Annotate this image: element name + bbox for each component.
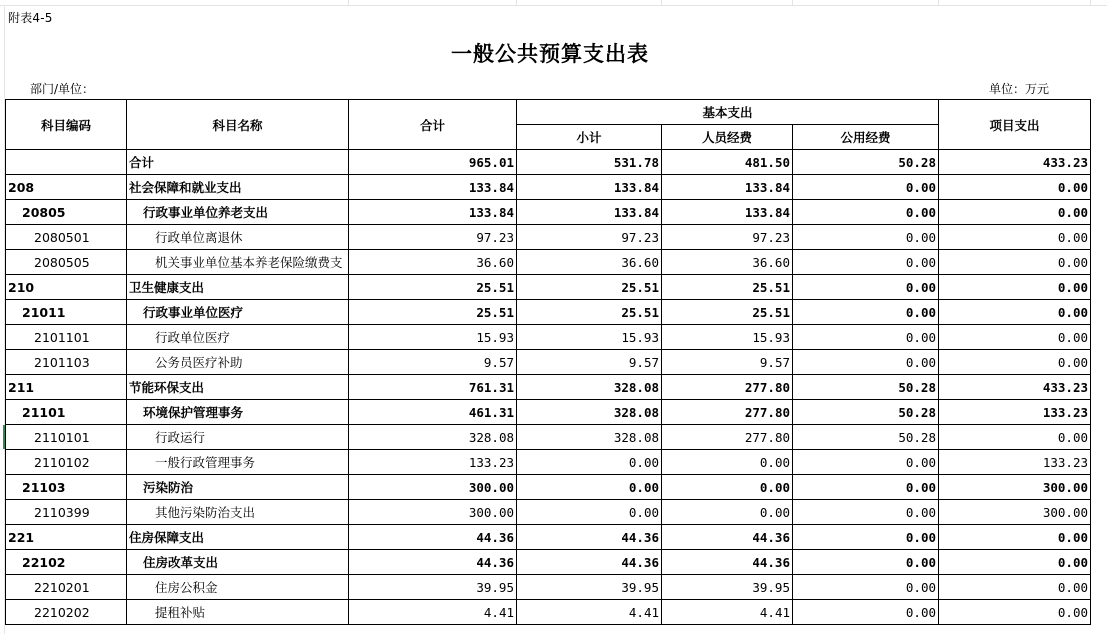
table-row (6, 500, 1091, 525)
cell-subtotal[interactable]: 133.84 (517, 175, 662, 200)
budget-table (5, 99, 1091, 625)
cell-total[interactable]: 461.31 (349, 400, 517, 425)
department-label: 部门/单位： (30, 82, 95, 96)
cell-project[interactable]: 0.00 (939, 325, 1091, 350)
gridline (1090, 0, 1091, 5)
cell-name[interactable]: 环境保护管理事务 (127, 400, 349, 425)
cell-total[interactable]: 36.60 (349, 250, 517, 275)
cell-project[interactable]: 0.00 (939, 425, 1091, 450)
cell-total[interactable]: 328.08 (349, 425, 517, 450)
header-public[interactable]: 公用经费 (793, 125, 939, 150)
cell-public[interactable]: 0.00 (793, 575, 939, 600)
cell-public[interactable]: 0.00 (793, 200, 939, 225)
cell-name[interactable]: 机关事业单位基本养老保险缴费支 (127, 250, 349, 275)
cell-project[interactable]: 0.00 (939, 350, 1091, 375)
cell-personnel[interactable]: 0.00 (662, 450, 793, 475)
header-basic[interactable]: 基本支出 (517, 100, 939, 125)
cell-total[interactable]: 300.00 (349, 500, 517, 525)
table-row (6, 350, 1091, 375)
cell-public[interactable]: 50.28 (793, 375, 939, 400)
cell-personnel[interactable]: 277.80 (662, 425, 793, 450)
cell-personnel[interactable]: 36.60 (662, 250, 793, 275)
table-row (6, 400, 1091, 425)
cell-total[interactable]: 44.36 (349, 550, 517, 575)
cell-code[interactable]: 2110101 (6, 425, 127, 450)
cell-public[interactable]: 0.00 (793, 350, 939, 375)
cell-total[interactable]: 97.23 (349, 225, 517, 250)
cell-project[interactable]: 0.00 (939, 200, 1091, 225)
table-row (6, 475, 1091, 500)
active-cell-indicator (3, 425, 5, 449)
cell-name[interactable]: 住房保障支出 (127, 525, 349, 550)
cell-code[interactable]: 2210202 (6, 600, 127, 625)
table-row (6, 175, 1091, 200)
cell-total[interactable]: 965.01 (349, 150, 517, 175)
cell-project[interactable]: 433.23 (939, 150, 1091, 175)
cell-public[interactable]: 50.28 (793, 425, 939, 450)
cell-subtotal[interactable]: 0.00 (517, 475, 662, 500)
cell-name[interactable]: 节能环保支出 (127, 375, 349, 400)
cell-name[interactable]: 住房改革支出 (127, 550, 349, 575)
cell-code[interactable]: 2110102 (6, 450, 127, 475)
cell-subtotal[interactable]: 4.41 (517, 600, 662, 625)
cell-project[interactable]: 300.00 (939, 475, 1091, 500)
cell-code[interactable]: 2101103 (6, 350, 127, 375)
cell-subtotal[interactable]: 328.08 (517, 425, 662, 450)
table-row (6, 200, 1091, 225)
cell-personnel[interactable]: 15.93 (662, 325, 793, 350)
cell-subtotal[interactable]: 9.57 (517, 350, 662, 375)
cell-personnel[interactable]: 25.51 (662, 300, 793, 325)
cell-code[interactable]: 2101101 (6, 325, 127, 350)
cell-public[interactable]: 0.00 (793, 175, 939, 200)
cell-personnel[interactable]: 9.57 (662, 350, 793, 375)
page-title: 一般公共预算支出表 (451, 41, 649, 66)
header-personnel[interactable]: 人员经费 (662, 125, 793, 150)
cell-project[interactable]: 133.23 (939, 400, 1091, 425)
cell-code[interactable]: 2110399 (6, 500, 127, 525)
cell-code[interactable]: 20805 (6, 200, 127, 225)
cell-name[interactable]: 行政单位离退休 (127, 225, 349, 250)
cell-name[interactable]: 行政事业单位医疗 (127, 300, 349, 325)
gridline (938, 0, 939, 5)
cell-subtotal[interactable]: 25.51 (517, 300, 662, 325)
cell-name[interactable]: 合计 (127, 150, 349, 175)
cell-code[interactable]: 210 (6, 275, 127, 300)
cell-total[interactable]: 761.31 (349, 375, 517, 400)
table-row (6, 450, 1091, 475)
cell-public[interactable]: 0.00 (793, 550, 939, 575)
cell-code[interactable]: 21103 (6, 475, 127, 500)
cell-public[interactable]: 0.00 (793, 525, 939, 550)
cell-code[interactable]: 2080501 (6, 225, 127, 250)
table-body (6, 150, 1091, 625)
cell-public[interactable]: 50.28 (793, 400, 939, 425)
cell-total[interactable]: 25.51 (349, 300, 517, 325)
cell-code[interactable] (6, 150, 127, 175)
cell-name[interactable]: 卫生健康支出 (127, 275, 349, 300)
cell-personnel[interactable]: 44.36 (662, 550, 793, 575)
cell-total[interactable]: 25.51 (349, 275, 517, 300)
cell-subtotal[interactable]: 25.51 (517, 275, 662, 300)
cell-project[interactable]: 433.23 (939, 375, 1091, 400)
unit-label: 单位：万元 (988, 82, 1049, 96)
cell-personnel[interactable]: 4.41 (662, 600, 793, 625)
cell-personnel[interactable]: 277.80 (662, 400, 793, 425)
cell-total[interactable]: 44.36 (349, 525, 517, 550)
cell-project[interactable]: 300.00 (939, 500, 1091, 525)
cell-public[interactable]: 0.00 (793, 475, 939, 500)
cell-subtotal[interactable]: 36.60 (517, 250, 662, 275)
cell-subtotal[interactable]: 133.84 (517, 200, 662, 225)
cell-name[interactable]: 社会保障和就业支出 (127, 175, 349, 200)
cell-code[interactable]: 21101 (6, 400, 127, 425)
cell-project[interactable]: 0.00 (939, 525, 1091, 550)
table-row (6, 300, 1091, 325)
cell-code[interactable]: 208 (6, 175, 127, 200)
gridline (661, 0, 662, 5)
cell-name[interactable]: 其他污染防治支出 (127, 500, 349, 525)
cell-public[interactable]: 0.00 (793, 275, 939, 300)
cell-name[interactable]: 提租补贴 (127, 600, 349, 625)
cell-project[interactable]: 0.00 (939, 225, 1091, 250)
table-row (6, 550, 1091, 575)
cell-code[interactable]: 22102 (6, 550, 127, 575)
table-row (6, 425, 1091, 450)
cell-name[interactable]: 行政单位医疗 (127, 325, 349, 350)
cell-personnel[interactable]: 0.00 (662, 500, 793, 525)
cell-project[interactable]: 0.00 (939, 250, 1091, 275)
cell-project[interactable]: 0.00 (939, 275, 1091, 300)
cell-public[interactable]: 0.00 (793, 250, 939, 275)
cell-total[interactable]: 133.84 (349, 175, 517, 200)
cell-code[interactable]: 211 (6, 375, 127, 400)
cell-project[interactable]: 0.00 (939, 575, 1091, 600)
gridline (348, 0, 349, 5)
cell-project[interactable]: 0.00 (939, 550, 1091, 575)
cell-subtotal[interactable]: 97.23 (517, 225, 662, 250)
cell-personnel[interactable]: 133.84 (662, 200, 793, 225)
table-row (6, 325, 1091, 350)
table-row (6, 150, 1091, 175)
cell-public[interactable]: 0.00 (793, 325, 939, 350)
cell-subtotal[interactable]: 44.36 (517, 550, 662, 575)
cell-personnel[interactable]: 25.51 (662, 275, 793, 300)
cell-public[interactable]: 0.00 (793, 300, 939, 325)
cell-name[interactable]: 一般行政管理事务 (127, 450, 349, 475)
cell-total[interactable]: 300.00 (349, 475, 517, 500)
cell-personnel[interactable]: 133.84 (662, 175, 793, 200)
cell-total[interactable]: 133.23 (349, 450, 517, 475)
cell-code[interactable]: 2080505 (6, 250, 127, 275)
table-row (6, 575, 1091, 600)
cell-total[interactable]: 39.95 (349, 575, 517, 600)
cell-total[interactable]: 4.41 (349, 600, 517, 625)
cell-total[interactable]: 15.93 (349, 325, 517, 350)
column-header-strip (0, 0, 1107, 6)
table-row (6, 525, 1091, 550)
cell-subtotal[interactable]: 328.08 (517, 400, 662, 425)
cell-name[interactable]: 行政事业单位养老支出 (127, 200, 349, 225)
cell-personnel[interactable]: 44.36 (662, 525, 793, 550)
cell-subtotal[interactable]: 0.00 (517, 450, 662, 475)
cell-personnel[interactable]: 481.50 (662, 150, 793, 175)
header-code[interactable]: 科目编码 (6, 100, 127, 150)
cell-personnel[interactable]: 39.95 (662, 575, 793, 600)
table-row (6, 275, 1091, 300)
cell-subtotal[interactable]: 44.36 (517, 525, 662, 550)
cell-project[interactable]: 0.00 (939, 300, 1091, 325)
cell-code[interactable]: 2210201 (6, 575, 127, 600)
table-row (6, 600, 1091, 625)
cell-subtotal[interactable]: 328.08 (517, 375, 662, 400)
cell-public[interactable]: 50.28 (793, 150, 939, 175)
cell-personnel[interactable]: 0.00 (662, 475, 793, 500)
cell-personnel[interactable]: 97.23 (662, 225, 793, 250)
header-project[interactable]: 项目支出 (939, 100, 1091, 150)
gridline (516, 0, 517, 5)
cell-public[interactable]: 0.00 (793, 600, 939, 625)
cell-code[interactable]: 21011 (6, 300, 127, 325)
header-subtotal[interactable]: 小计 (517, 125, 662, 150)
cell-name[interactable]: 污染防治 (127, 475, 349, 500)
gridline (792, 0, 793, 5)
cell-subtotal[interactable]: 15.93 (517, 325, 662, 350)
cell-public[interactable]: 0.00 (793, 450, 939, 475)
cell-name[interactable]: 公务员医疗补助 (127, 350, 349, 375)
cell-subtotal[interactable]: 0.00 (517, 500, 662, 525)
cell-name[interactable]: 行政运行 (127, 425, 349, 450)
cell-personnel[interactable]: 277.80 (662, 375, 793, 400)
table-row (6, 250, 1091, 275)
header-name[interactable]: 科目名称 (127, 100, 349, 150)
cell-total[interactable]: 9.57 (349, 350, 517, 375)
cell-subtotal[interactable]: 39.95 (517, 575, 662, 600)
table-row (6, 375, 1091, 400)
cell-project[interactable]: 0.00 (939, 175, 1091, 200)
header-total[interactable]: 合计 (349, 100, 517, 150)
cell-public[interactable]: 0.00 (793, 225, 939, 250)
table-caption: 附表4-5 (8, 11, 53, 25)
cell-project[interactable]: 133.23 (939, 450, 1091, 475)
cell-subtotal[interactable]: 531.78 (517, 150, 662, 175)
cell-name[interactable]: 住房公积金 (127, 575, 349, 600)
table-row (6, 225, 1091, 250)
cell-total[interactable]: 133.84 (349, 200, 517, 225)
cell-project[interactable]: 0.00 (939, 600, 1091, 625)
cell-public[interactable]: 0.00 (793, 500, 939, 525)
cell-code[interactable]: 221 (6, 525, 127, 550)
